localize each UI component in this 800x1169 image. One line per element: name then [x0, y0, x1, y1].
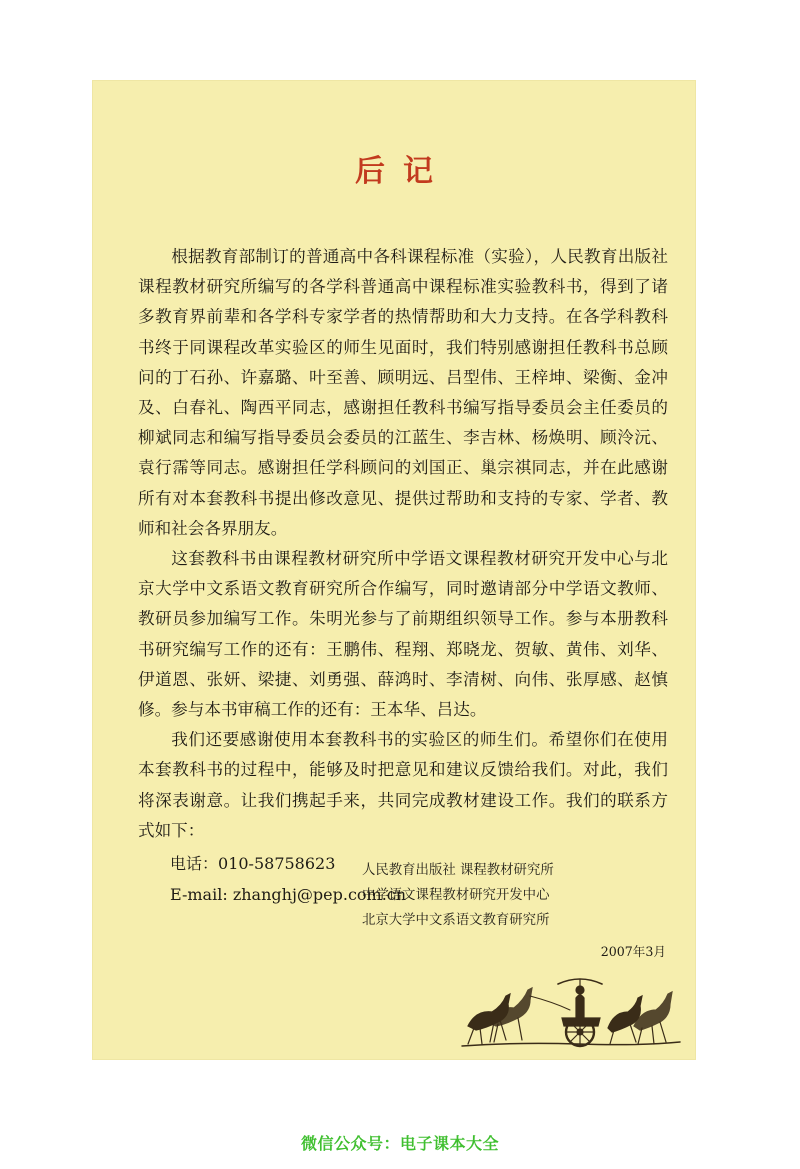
email-label: E-mail: — [170, 885, 233, 905]
email-address: zhanghj@pep.com.cn — [232, 885, 407, 905]
bronze-chariot-illustration — [458, 976, 684, 1058]
phone-label: 电话： — [170, 854, 219, 874]
paragraph-feedback: 我们还要感谢使用本套教科书的实验区的师生们。希望你们在使用本套教科书的过程中，能够及时把意见和建议反馈给我们。对此，我们将深表谢意。让我们携起手来，共同完成教材建设工作。我们的联系方式如下： — [138, 730, 668, 840]
signature-line: 中学语文课程教材研究开发中心 — [362, 888, 550, 903]
wechat-footer: 微信公众号：电子课本大全 — [300, 1134, 499, 1153]
signature-date: 2007年3月 — [600, 944, 666, 959]
signature-line: 人民教育出版社 课程教材研究所 — [362, 863, 554, 878]
afterword-body — [138, 242, 668, 910]
phone-number: 010-58758623 — [218, 854, 336, 874]
paragraph-acknowledgements: 根据教育部制订的普通高中各科课程标准（实验），人民教育出版社课程教材研究所编写的各学科普通高中课程标准实验教科书，得到了诸多教育界前辈和各学科专家学者的热情帮助和大力支持。在各学科教科书终于同课程改革实验区的师生见面时，我们特别感谢担任教科书总顾问的丁石孙、许嘉璐、叶至善、顾明远、吕型伟、王梓坤、梁衡、金冲及、白春礼、陶西平同志，感谢担任教科书编写指导委员会主任委员的柳斌同志和编写指导委员会委员的江蓝生、李吉林、杨焕明、顾泠沅、袁行霈等同志。感谢担任学科顾问的刘国正、巢宗祺同志，并在此感谢所有对本套教科书提出修改意见、提供过帮助和支持的专家、学者、教师和社会各界朋友。 — [138, 247, 668, 538]
signature-block — [362, 858, 682, 964]
signature-line: 北京大学中文系语文教育研究所 — [362, 913, 550, 928]
paragraph-authors: 这套教科书由课程教材研究所中学语文课程教材研究开发中心与北京大学中文系语文教育研究所合作编写，同时邀请部分中学语文教师、教研员参加编写工作。朱明光参与了前期组织领导工作。参与本册教科书研究编写工作的还有：王鹏伟、程翔、郑晓龙、贺敏、黄伟、刘华、伊道恩、张妍、梁捷、刘勇强、薛鸿时、李清树、向伟、张厚感、赵慎修。参与本书审稿工作的还有：王本华、吕达。 — [138, 549, 668, 720]
page-title: 后记 — [355, 154, 451, 189]
book-page — [92, 80, 696, 1060]
